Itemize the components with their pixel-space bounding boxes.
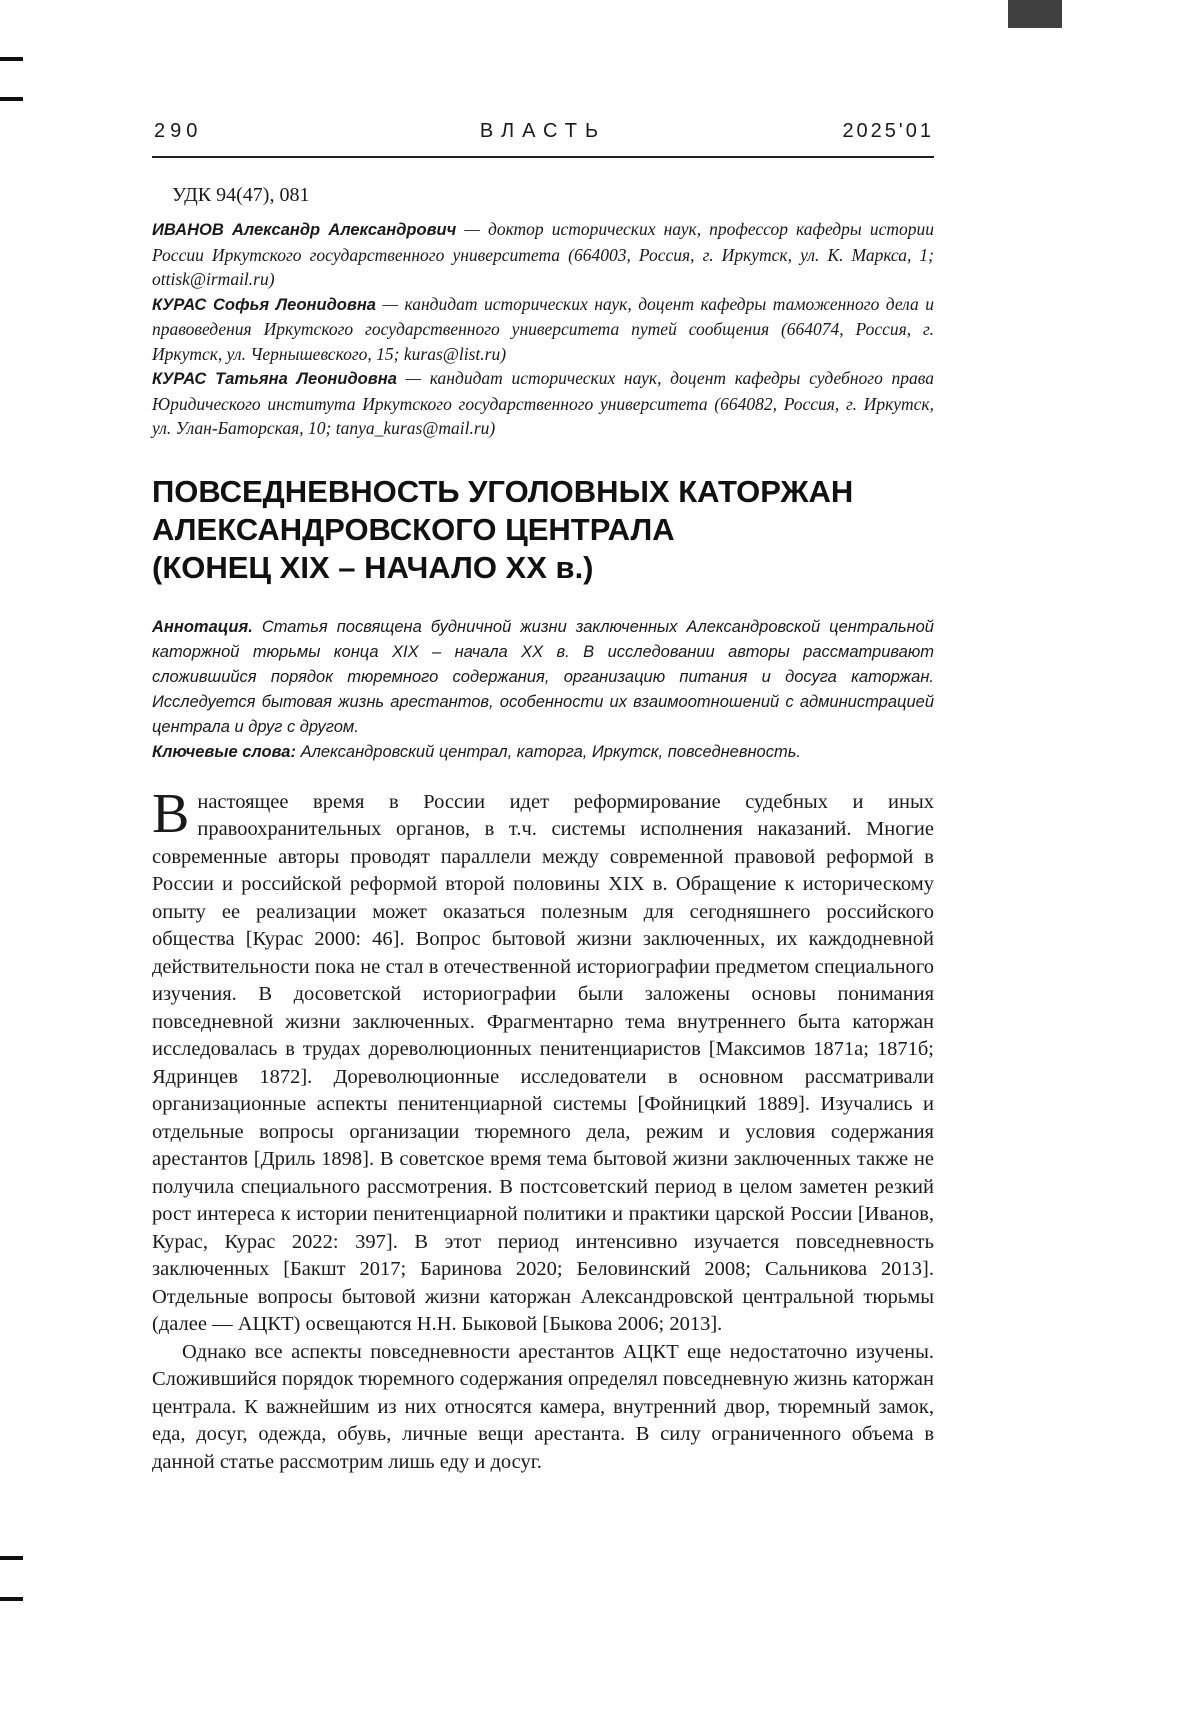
author-affiliation: — доктор исторических наук, профессор кафедры истории России Иркутского государственного университета (664003, Россия, г. Иркутск, ул. К. Маркса, 1; ottisk@irmail.ru) bbox=[152, 219, 934, 289]
scan-registration-mark bbox=[0, 1597, 23, 1601]
scan-artifact-box bbox=[1008, 0, 1062, 28]
author-name: КУРАС Татьяна Леонидовна bbox=[152, 370, 397, 388]
abstract-text: Статья посвящена будничной жизни заключенных Александровской центральной каторжной тюрьмы конца XIX – начала XX в. В исследовании авторы рассматривают сложившийся порядок тюремного содержания, организацию питания и досуга каторжан. Исследуется бытовая жизнь арестантов, особенности их взаимоотношений с администрацией централа и друг с другом. bbox=[152, 617, 934, 736]
page-number: 290 bbox=[154, 120, 203, 142]
author-name: ИВАНОВ Александр Александрович bbox=[152, 221, 457, 239]
running-head bbox=[152, 120, 934, 148]
authors-block bbox=[152, 217, 934, 441]
author-entry bbox=[152, 217, 934, 292]
keywords-text: Александровский централ, каторга, Иркутск, повседневность. bbox=[295, 742, 801, 761]
author-affiliation: — кандидат исторических наук, доцент кафедры судебного права Юридического института Иркутского государственного университета (664082, Россия, г. Иркутск, ул. Улан-Баторская, 10; tanya_kuras@mail.ru) bbox=[152, 368, 935, 438]
header-rule bbox=[152, 156, 934, 158]
author-name: КУРАС Софья Леонидовна bbox=[152, 295, 376, 314]
article-title-line: АЛЕКСАНДРОВСКОГО ЦЕНТРАЛА bbox=[152, 511, 675, 547]
keywords-label: Ключевые слова: bbox=[152, 742, 296, 761]
author-entry bbox=[152, 366, 934, 441]
article-body bbox=[152, 782, 934, 1477]
scan-registration-mark bbox=[0, 1556, 23, 1560]
author-affiliation: — кандидат исторических наук, доцент кафедры таможенного дела и правоведения Иркутского государственного университета путей сообщения (664074, Россия, г. Иркутск, ул. Чернышевского, 15; kuras@list.ru) bbox=[152, 293, 934, 364]
scan-registration-mark bbox=[0, 57, 23, 61]
keywords-paragraph bbox=[152, 740, 934, 765]
body-paragraph-2: Однако все аспекты повседневности арестантов АЦКТ еще недостаточно изучены. Сложившийся порядок тюремного содержания определял повседневную жизнь каторжан централа. К важнейшим из них относятся камера, внутренний двор, тюремный замок, еда, досуг, одежда, обувь, личные вещи арестанта. В силу ограниченного объема в данной статье рассмотрим лишь еду и досуг. bbox=[152, 1340, 934, 1473]
page-content bbox=[152, 120, 934, 1476]
abstract-label: Аннотация. bbox=[152, 617, 253, 636]
scan-registration-mark bbox=[0, 97, 23, 101]
body-paragraph-1-text: настоящее время в России идет реформирование судебных и иных правоохранительных органов, в т.ч. системы исполнения наказаний. Многие современные авторы проводят параллели между современной правовой реформой в России и российской реформой второй половины XIX в. Обращение к историческому опыту ее реализации может оказаться полезным для сегодняшнего российского общества [Курас 2000: 46]. Вопрос бытовой жизни заключенных, их каждодневной действительности пока не стал в отечественной историографии предметом специального изучения. В досоветской историографии были заложены основы понимания повседневной жизни заключенных. Фрагментарно тема внутреннего быта каторжан исследовалась в трудах дореволюционных пенитенциаристов [Максимов 1871а; 1871б; Ядринцев 1872]. Дореволюционные исследователи в основном рассматривали организационные аспекты пенитенциарной системы [Фойницкий 1889]. Изучались и отдельные вопросы организации тюремного дела, режим и условия содержания арестантов [Дриль 1898]. В советское время тема бытовой жизни заключенных также не получила специального рассмотрения. В постсоветский период в целом заметен резкий рост интереса к истории пенитенциарной политики и практики царской России [Иванов, Курас, Курас 2022: 397]. В этот период интенсивно изучается повседневность заключенных [Бакшт 2017; Баринова 2020; Беловинский 2008; Сальникова 2013]. Отдельные вопросы бытовой жизни каторжан Александровской центральной тюрьмы (далее — АЦКТ) освещаются Н.Н. Быковой [Быкова 2006; 2013]. bbox=[152, 790, 934, 1335]
article-title-line: (КОНЕЦ XIX – НАЧАЛО XX в.) bbox=[152, 549, 594, 585]
journal-title: ВЛАСТЬ bbox=[479, 120, 607, 142]
udc-code: УДК 94(47), 081 bbox=[172, 184, 310, 206]
abstract-block bbox=[152, 615, 934, 765]
abstract-paragraph bbox=[152, 615, 934, 740]
dropcap-letter: В bbox=[152, 782, 190, 845]
issue-number: 2025'01 bbox=[842, 120, 934, 142]
author-entry bbox=[152, 292, 934, 367]
article-title bbox=[152, 473, 934, 587]
body-paragraph-1 bbox=[152, 782, 934, 1339]
article-title-line: ПОВСЕДНЕВНОСТЬ УГОЛОВНЫХ КАТОРЖАН bbox=[152, 473, 854, 509]
